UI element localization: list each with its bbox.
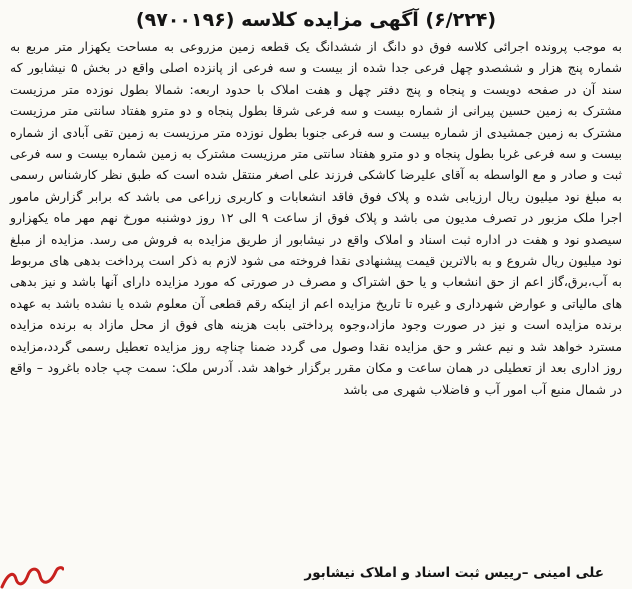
- red-corner-mark: [0, 563, 64, 589]
- notice-body: به موجب پرونده اجرائی کلاسه فوق دو دانگ از ششدانگ یک قطعه زمین مزروعی به مساحت یکهزار متر مربع به شماره پنج هزار و ششصدو چهل فرعی جدا شده از بیست و سه فرعی از پانزده اصلی واقع در بخش ۵ نیشابور که سند آن در صفحه دویست و پنجاه و پنج دفتر چهل و هفت املاک با حدود اربعه: شمالا بطول نوزده متر مرزیست مشترک به زمین حسین پیرانی از شماره بیست و سه فرعی شرقا بطول پنجاه و دو مترو هفتاد سانتی متر مرزیست مشترک به زمین جمشیدی از شماره بیست و سه فرعی جنوبا بطول نوزده متر مرزیست به زمین تقی آبادی از شماره بیست و سه فرعی غربا بطول پنجاه و دو مترو هفتاد سانتی متر مرزیست مشترک به زمین شماره بیست و سه فرعی ثبت و صادر و مع الواسطه به آقای علیرضا کاشکی فرزند علی اصغر منتقل شده است که طبق نظر کارشناس رسمی به مبلغ نود میلیون ریال ارزیابی شده و پلاک فوق فاقد انشعابات و کاربری زراعی می باشد که برابر گزارش مامور اجرا ملک مزبور در تصرف مدیون می باشد و پلاک فوق از ساعت ۹ الی ۱۲ روز دوشنبه مورخ نهم مهر ماه یکهزارو سیصدو نود و هفت در اداره ثبت اسناد و املاک واقع در نیشابور از طریق مزایده به فروش می رسد. مزایده از مبلغ نود میلیون ریال شروع و به بالاترین قیمت پیشنهادی نقدا فروخته می شود لازم به ذکر است پرداخت بدهی های مربوط به آب،برق،گاز اعم از حق انشعاب و یا حق اشتراک و مصرف در صورتی که مورد مزایده دارای آنها باشد و نیز بدهی های مالیاتی و عوارض شهرداری و غیره تا تاریخ مزایده اعم از اینکه رقم قطعی آن معلوم شده یا نشده باشد به عهده برنده مزایده است و نیز در صورت وجود مازاد،وجوه پرداختی بابت هزینه های فوق از محل مازاد به برنده مزایده مسترد خواهد شد و نیم عشر و حق مزایده نقدا وصول می گردد ضمنا چناچه روز مزایده تعطیل رسمی گردد،مزایده روز اداری بعد از تعطیلی در همان ساعت و مکان مقرر برگزار خواهد شد. آدرس ملک: سمت چپ جاده باغرود – واقع در شمال منبع آب امور آب و فاضلاب شهری می باشد: [10, 39, 622, 397]
- notice-title: (۶/۲۲۴) آگهی مزایده کلاسه (۹۷۰۰۱۹۶): [135, 9, 497, 31]
- notice-signature: علی امینی –رییس ثبت اسناد و املاک نیشابور: [304, 565, 604, 581]
